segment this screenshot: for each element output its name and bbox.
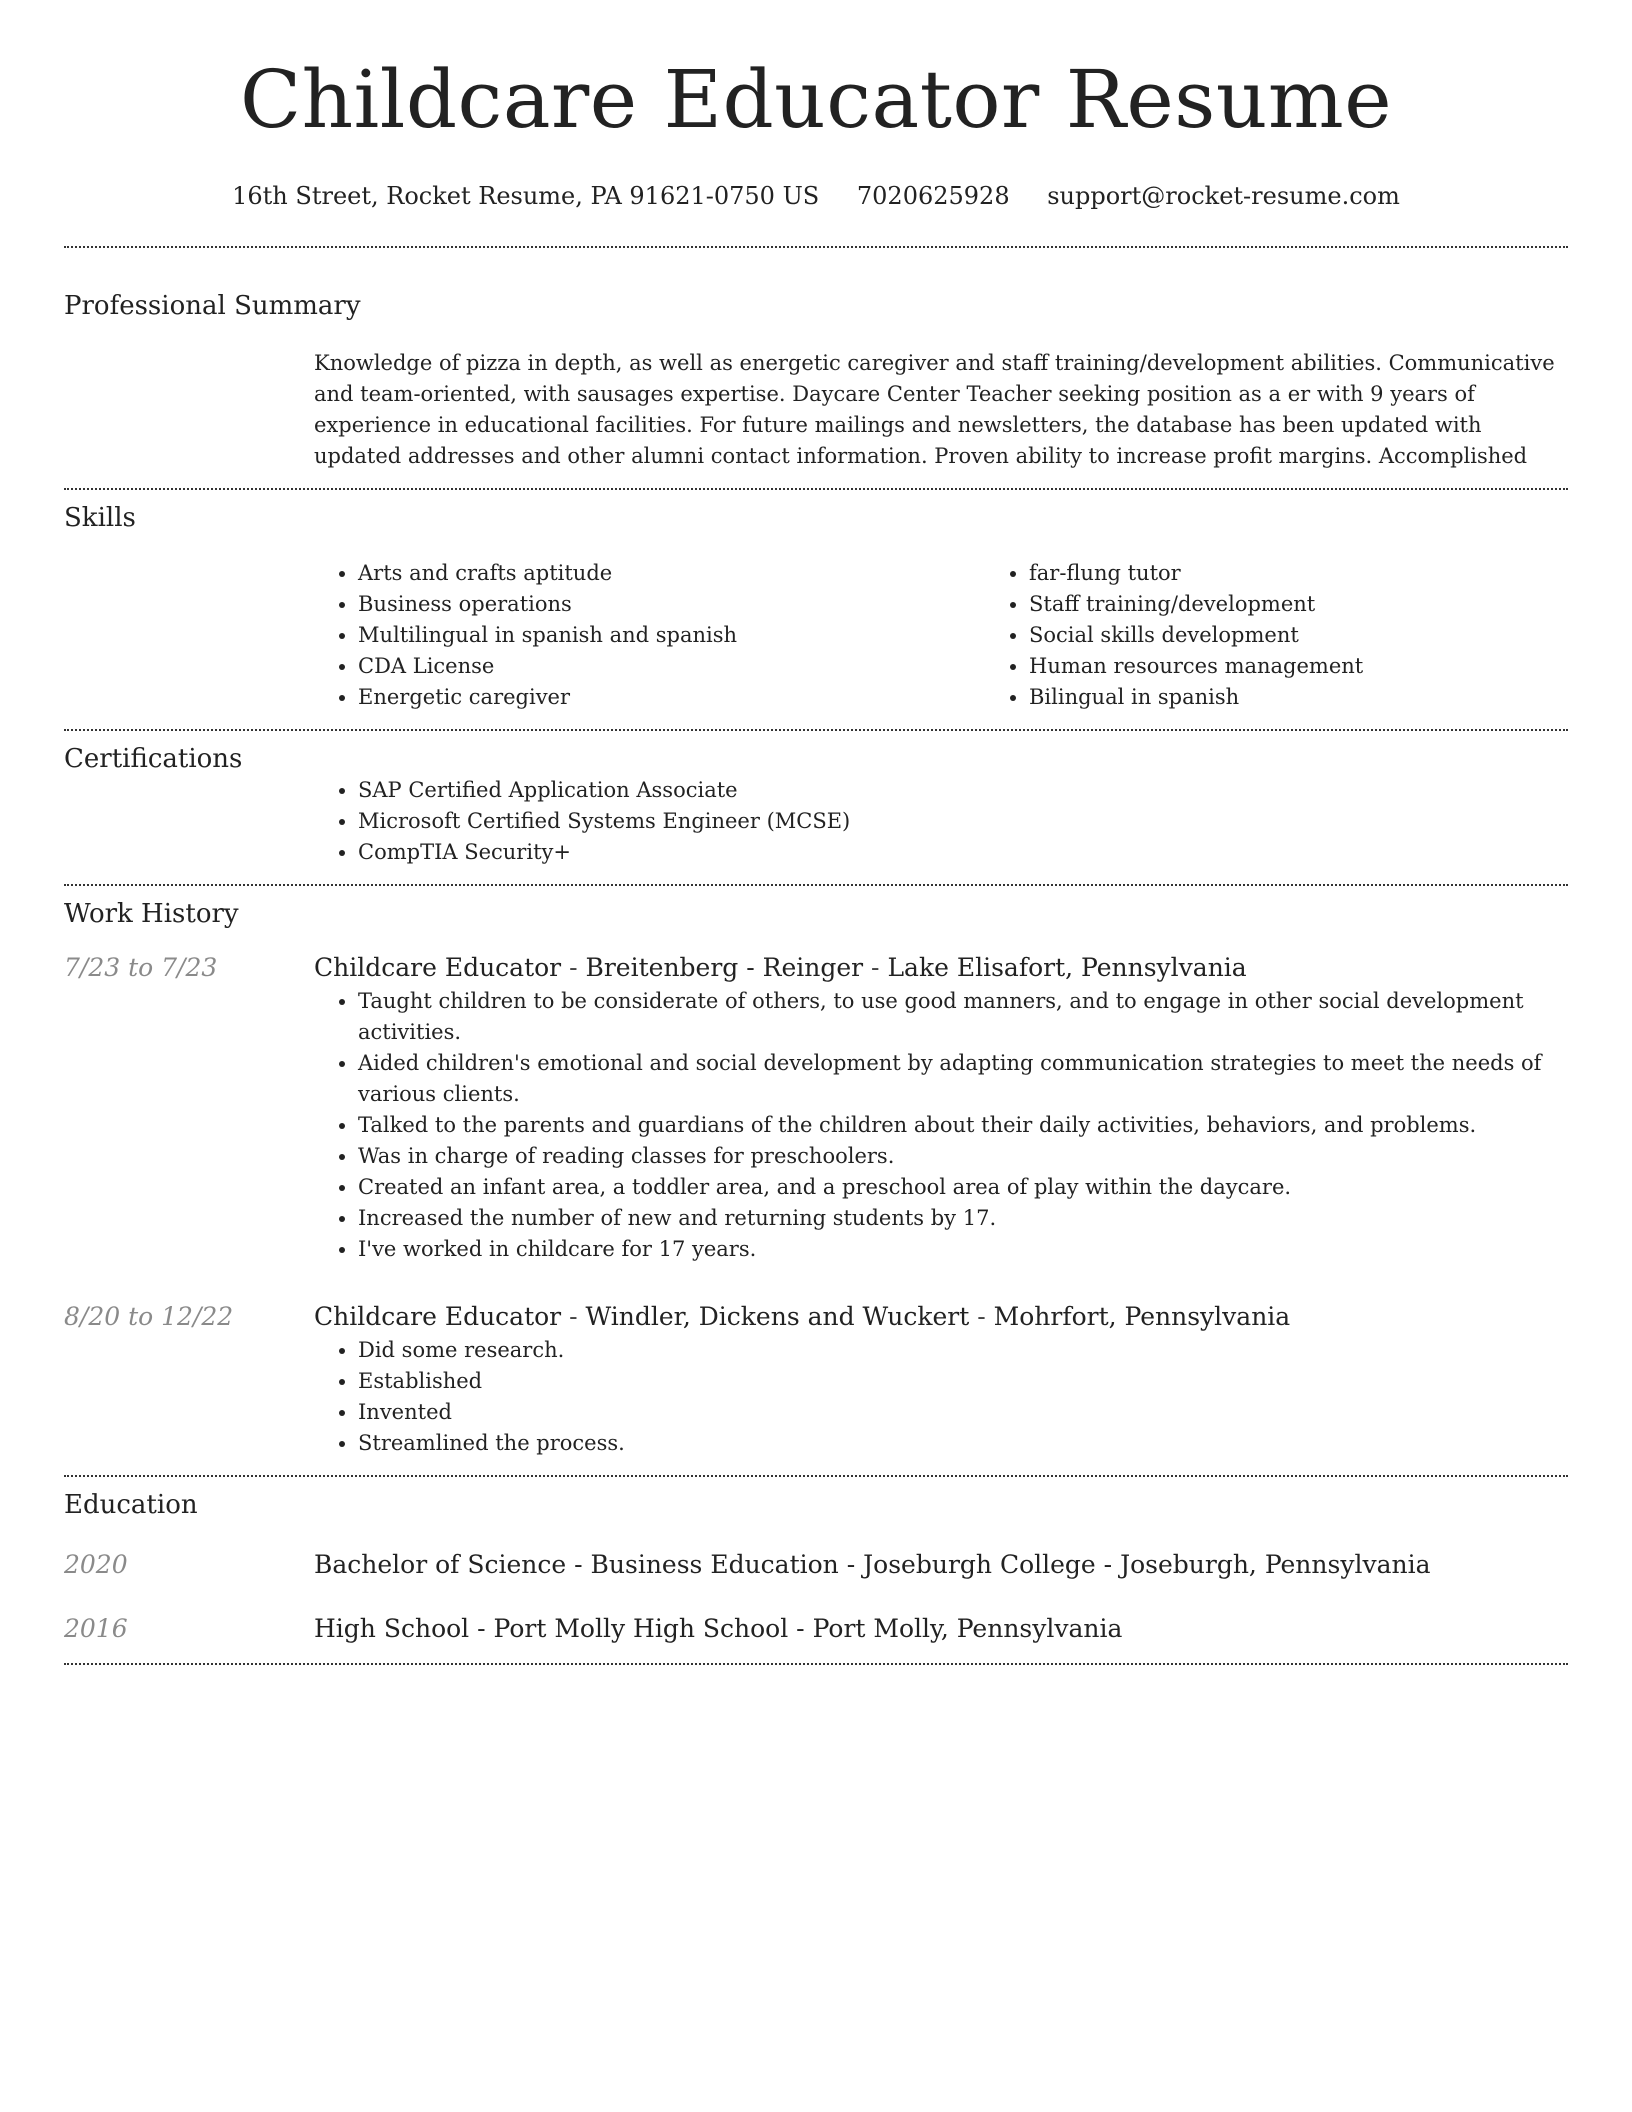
- education-location: Joseburgh, Pennsylvania: [1120, 1550, 1431, 1579]
- contact-email: support@rocket-resume.com: [1047, 182, 1400, 210]
- job-title-line: Childcare Educator - Breitenberg - Reinger - Lake Elisafort, Pennsylvania: [314, 953, 1247, 982]
- skill-item: • Human resources management: [1029, 651, 1632, 682]
- job-bullets: [314, 986, 1568, 1265]
- job-dates: 7/23 to 7/23: [64, 953, 218, 982]
- job-entry: [64, 1299, 1568, 1459]
- skill-item: • Energetic caregiver: [358, 682, 985, 713]
- skill-item: • Arts and crafts aptitude: [358, 558, 985, 589]
- education-details: High School - Port Molly High School - Port Molly, Pennsylvania: [314, 1614, 1123, 1643]
- certification-item: • Microsoft Certified Systems Engineer (MCSE): [358, 806, 1568, 837]
- job-bullet: • Talked to the parents and guardians of the children about their daily activities, behaviors, and problems.: [358, 1110, 1568, 1141]
- skills-section: [64, 490, 1568, 729]
- job-company: Windler, Dickens and Wuckert: [585, 1302, 970, 1331]
- work-history-section: [64, 886, 1568, 1475]
- section-divider: [64, 1663, 1568, 1665]
- skills-list-left: [314, 558, 985, 713]
- job-bullet: • Aided children's emotional and social development by adapting communication strategies to meet the needs of various clients.: [358, 1048, 1568, 1110]
- education-school: Port Molly High School: [493, 1614, 789, 1643]
- education-degree: High School: [314, 1614, 470, 1643]
- skill-item: • Staff training/development: [1029, 589, 1632, 620]
- skill-item: • far-flung tutor: [1029, 558, 1632, 589]
- education-location: Port Molly, Pennsylvania: [812, 1614, 1123, 1643]
- resume-header: [64, 0, 1568, 212]
- job-bullet: • Increased the number of new and returning students by 17.: [358, 1203, 1568, 1234]
- job-title-line: Childcare Educator - Windler, Dickens and Wuckert - Mohrfort, Pennsylvania: [314, 1302, 1291, 1331]
- job-bullets: [314, 1335, 1568, 1459]
- skill-item: • Bilingual in spanish: [1029, 682, 1632, 713]
- work-history-heading: Work History: [64, 899, 239, 929]
- certification-item: • SAP Certified Application Associate: [358, 775, 1568, 806]
- job-bullet: • Did some research.: [358, 1335, 1568, 1366]
- summary-heading: Professional Summary: [64, 291, 361, 321]
- skill-item: • Business operations: [358, 589, 985, 620]
- education-section: [64, 1477, 1568, 1663]
- contact-phone: 7020625928: [856, 182, 1010, 210]
- job-bullet: • Invented: [358, 1397, 1568, 1428]
- job-location: Mohrfort, Pennsylvania: [993, 1302, 1291, 1331]
- resume-title: Childcare Educator Resume: [239, 53, 1393, 146]
- job-bullet: • Was in charge of reading classes for preschoolers.: [358, 1141, 1568, 1172]
- certifications-section: [64, 731, 1568, 884]
- contact-address: 16th Street, Rocket Resume, PA 91621-0750 US: [232, 182, 820, 210]
- job-bullet: • Created an infant area, a toddler area, and a preschool area of play within the daycare.: [358, 1172, 1568, 1203]
- education-field: Business Education: [590, 1550, 839, 1579]
- job-company: Breitenberg - Reinger: [585, 953, 864, 982]
- job-entry: [64, 950, 1568, 1265]
- education-school: Joseburgh College: [863, 1550, 1096, 1579]
- job-bullet: • I've worked in childcare for 17 years.: [358, 1234, 1568, 1265]
- skills-heading: Skills: [64, 503, 136, 533]
- job-role: Childcare Educator: [314, 953, 562, 982]
- skill-item: • Social skills development: [1029, 620, 1632, 651]
- education-year: 2016: [64, 1614, 128, 1643]
- education-entry: [64, 1611, 1568, 1647]
- job-location: Lake Elisafort, Pennsylvania: [887, 953, 1247, 982]
- skills-list-right: [985, 558, 1632, 713]
- certification-item: • CompTIA Security+: [358, 837, 1568, 868]
- job-bullet: • Established: [358, 1366, 1568, 1397]
- education-year: 2020: [64, 1550, 128, 1579]
- summary-section: [64, 248, 1568, 488]
- job-dates: 8/20 to 12/22: [64, 1302, 234, 1331]
- certifications-list: [314, 775, 1568, 868]
- contact-line: [64, 180, 1568, 212]
- skill-item: • CDA License: [358, 651, 985, 682]
- education-degree: Bachelor of Science: [314, 1550, 567, 1579]
- summary-row: [64, 322, 1568, 472]
- skills-grid: [314, 558, 1568, 713]
- job-role: Childcare Educator: [314, 1302, 562, 1331]
- education-heading: Education: [64, 1490, 198, 1520]
- job-bullet: • Streamlined the process.: [358, 1428, 1568, 1459]
- summary-text: Knowledge of pizza in depth, as well as energetic caregiver and staff training/development abilities. Communicative and team-oriented, with sausages expertise. Daycare Center Teacher seeking position as a er with 9 years of experience in educational facilities. For future mailings and newsletters, the database has been updated with updated addresses and other alumni contact information. Proven ability to increase profit margins. Accomplished: [314, 351, 1555, 468]
- education-entry: [64, 1547, 1568, 1583]
- certifications-heading: Certifications: [64, 744, 243, 774]
- skill-item: • Multilingual in spanish and spanish: [358, 620, 985, 651]
- job-bullet: • Taught children to be considerate of others, to use good manners, and to engage in other social development activities.: [358, 986, 1568, 1048]
- education-details: Bachelor of Science - Business Education - Joseburgh College - Joseburgh, Pennsylvania: [314, 1550, 1431, 1579]
